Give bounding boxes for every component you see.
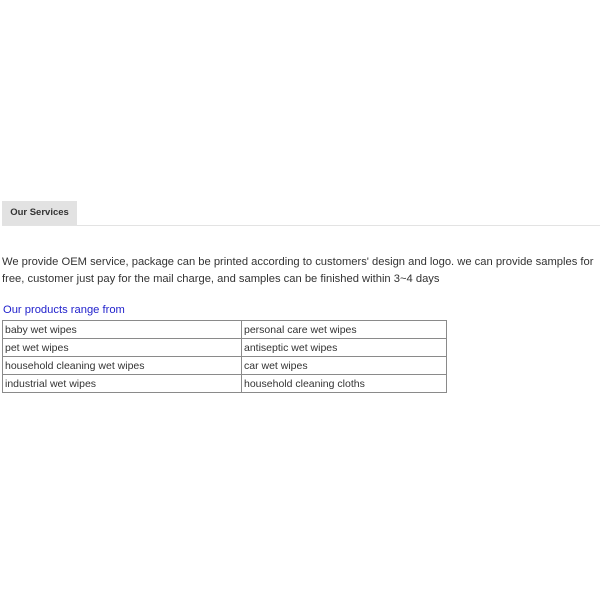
table-cell: personal care wet wipes: [242, 321, 447, 339]
table-cell: antiseptic wet wipes: [242, 339, 447, 357]
table-cell: household cleaning cloths: [242, 375, 447, 393]
table-cell: pet wet wipes: [3, 339, 242, 357]
tab-our-services[interactable]: Our Services: [2, 201, 77, 225]
table-cell: car wet wipes: [242, 357, 447, 375]
products-table: [2, 320, 447, 393]
table-cell: household cleaning wet wipes: [3, 357, 242, 375]
table-row: [3, 339, 447, 357]
products-range-heading: Our products range from: [3, 304, 125, 316]
service-description: We provide OEM service, package can be printed according to customers' design and logo. we can provide samples for free, customer just pay for the mail charge, and samples can be finished within 3~4 days: [2, 256, 594, 285]
table-row: [3, 375, 447, 393]
table-row: [3, 321, 447, 339]
table-row: [3, 357, 447, 375]
table-cell: baby wet wipes: [3, 321, 242, 339]
table-cell: industrial wet wipes: [3, 375, 242, 393]
tab-bar: [2, 201, 600, 226]
